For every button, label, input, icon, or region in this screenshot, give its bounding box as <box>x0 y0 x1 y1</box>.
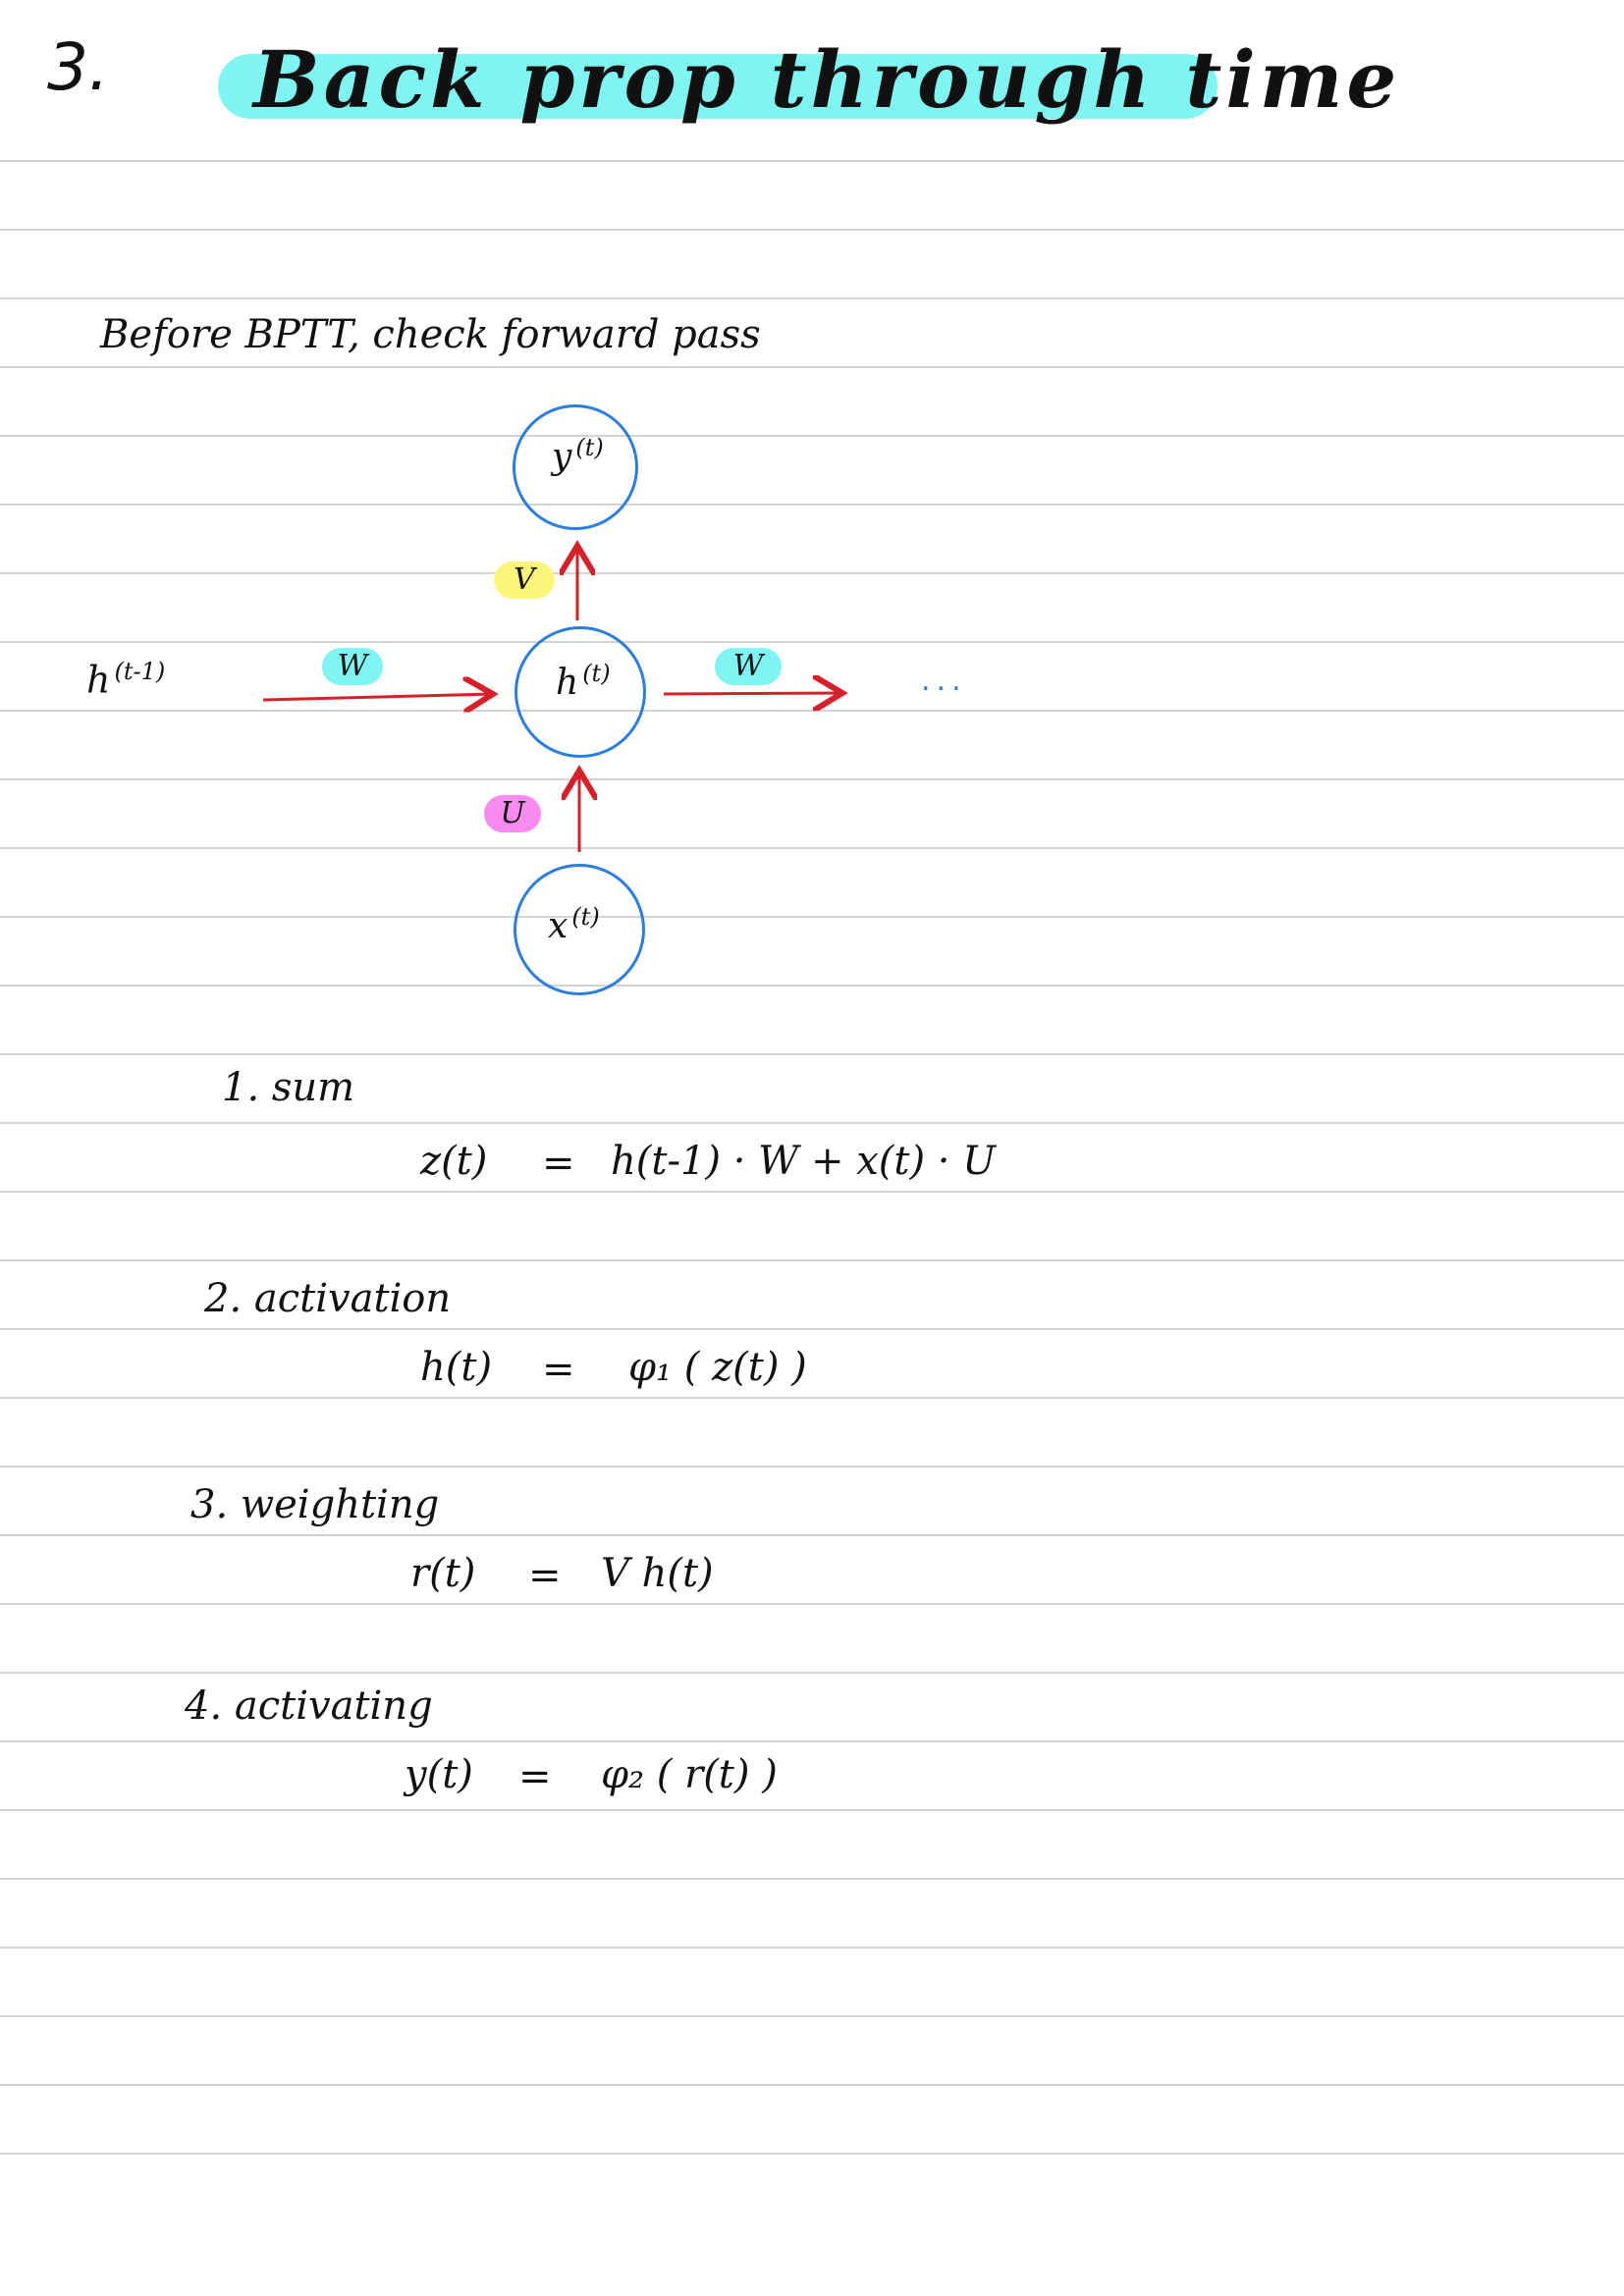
intro-text: Before BPTT, check forward pass <box>100 312 761 357</box>
weight-w-left-label: W <box>322 648 383 685</box>
arrow-prev-to-hidden <box>263 694 493 700</box>
input-node-label: x $^{(t)}$ <box>548 903 600 946</box>
step-1-label: 1. sum <box>222 1065 355 1110</box>
output-node-label: y $^{(t)}$ <box>552 434 604 477</box>
weight-u-label: U <box>484 795 541 832</box>
arrow-hidden-to-next <box>664 693 842 694</box>
ruled-line <box>0 1122 1624 1124</box>
step-3-label: 3. weighting <box>190 1482 440 1527</box>
page-title: Back prop through time <box>253 33 1401 126</box>
step-2-label: 2. activation <box>204 1276 452 1321</box>
ruled-line <box>0 2015 1624 2017</box>
section-number: 3. <box>47 29 109 105</box>
step-1-rhs: h(t-1) · W + x(t) · U <box>611 1139 996 1184</box>
ruled-line <box>0 1947 1624 1949</box>
weight-w-right-label: W <box>715 648 782 685</box>
step-3-equals: = <box>528 1553 562 1598</box>
ruled-line <box>0 1672 1624 1674</box>
ellipsis: ... <box>921 664 967 698</box>
ruled-line <box>0 1397 1624 1399</box>
ruled-line <box>0 1466 1624 1468</box>
ruled-line <box>0 1603 1624 1605</box>
ruled-line <box>0 1740 1624 1742</box>
ruled-line <box>0 1878 1624 1880</box>
step-4-lhs: y(t) <box>405 1752 473 1797</box>
step-1-lhs: z(t) <box>420 1139 488 1184</box>
ruled-line <box>0 2153 1624 2155</box>
step-4-equals: = <box>518 1754 552 1799</box>
weight-v-label: V <box>494 561 555 599</box>
step-2-equals: = <box>542 1347 575 1392</box>
step-3-lhs: r(t) <box>410 1551 476 1596</box>
ruled-line <box>0 1191 1624 1193</box>
step-4-label: 4. activating <box>185 1683 433 1729</box>
ruled-line <box>0 1534 1624 1536</box>
step-4-rhs: φ₂ ( r(t) ) <box>601 1752 778 1797</box>
ruled-line <box>0 1259 1624 1261</box>
prev-hidden-label: h $^{(t-1)}$ <box>86 658 166 702</box>
step-2-rhs: φ₁ ( z(t) ) <box>628 1345 807 1390</box>
step-1-equals: = <box>542 1141 575 1186</box>
hidden-node-label: h $^{(t)}$ <box>556 660 611 703</box>
ruled-line <box>0 1328 1624 1330</box>
step-2-lhs: h(t) <box>420 1345 493 1390</box>
step-3-rhs: V h(t) <box>601 1551 714 1596</box>
ruled-line <box>0 2084 1624 2086</box>
rnn-diagram-arrows <box>0 0 1624 1080</box>
ruled-line <box>0 1809 1624 1811</box>
